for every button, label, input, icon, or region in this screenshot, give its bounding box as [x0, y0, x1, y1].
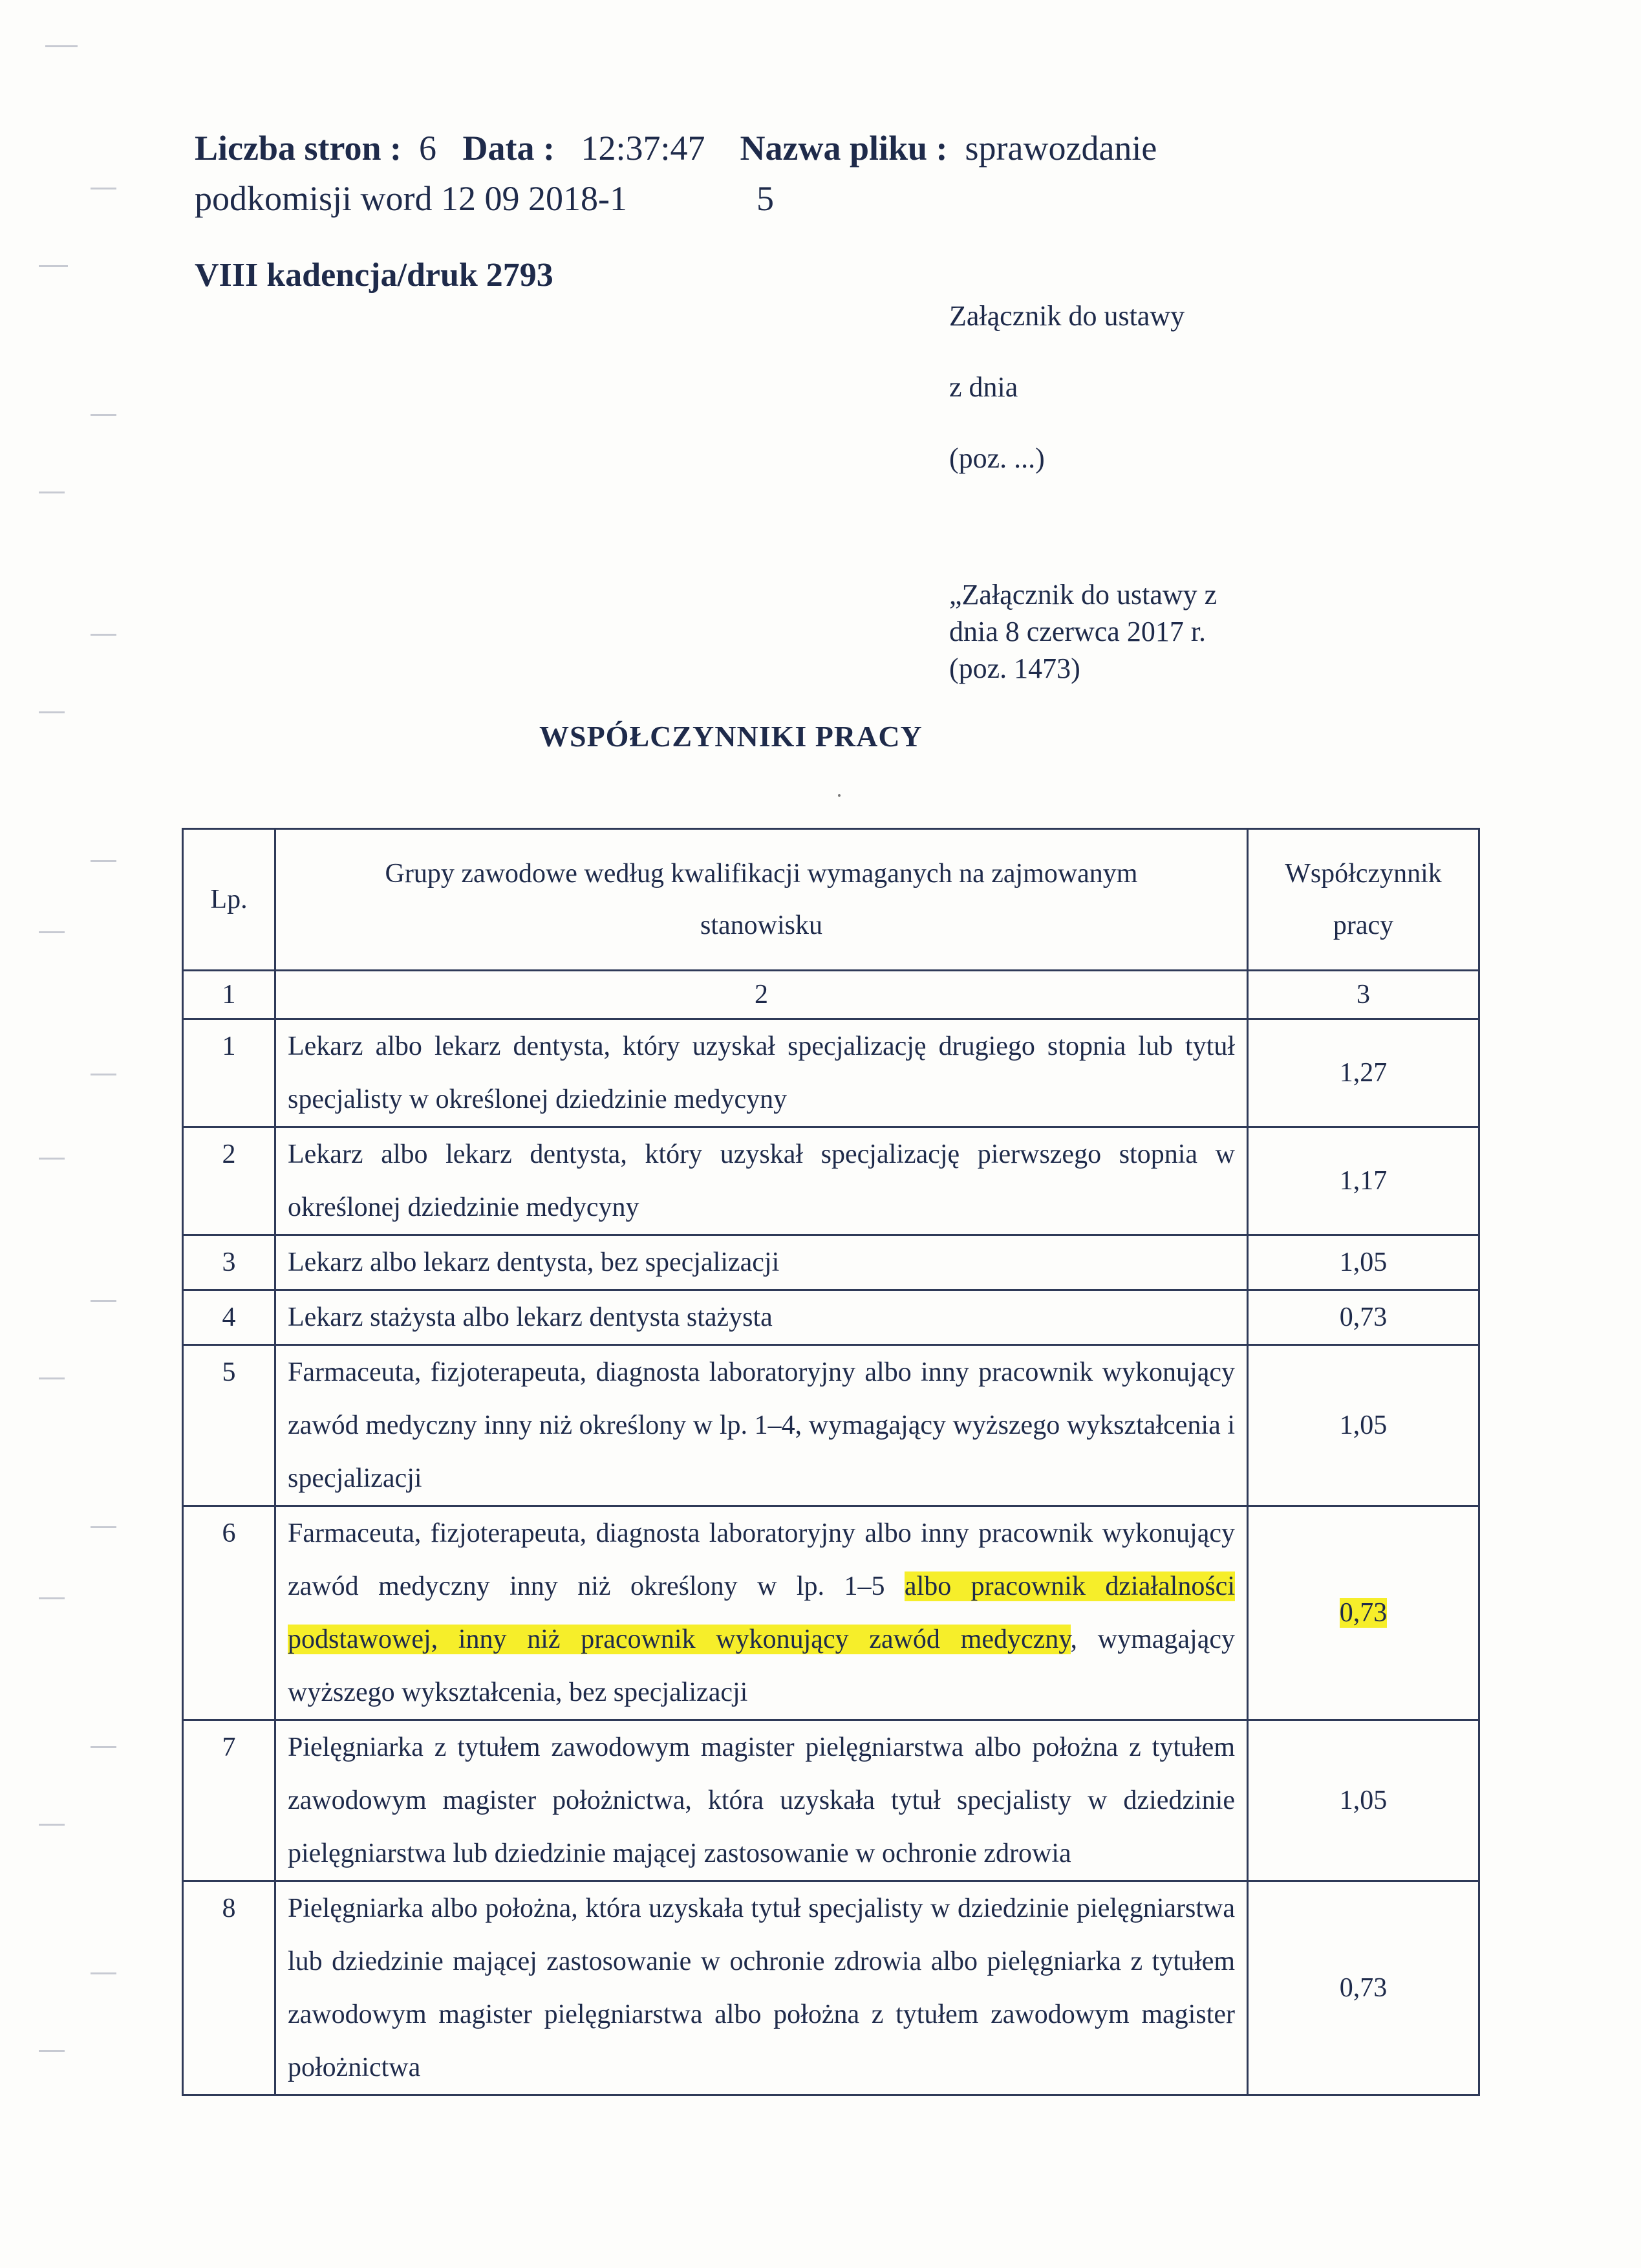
- scan-mark: [91, 860, 116, 862]
- row-group: Lekarz stażysta albo lekarz dentysta stażysta: [275, 1290, 1248, 1345]
- row-group: Lekarz albo lekarz dentysta, bez specjalizacji: [275, 1235, 1248, 1290]
- file-value-cont: podkomisji word 12 09 2018-1: [195, 179, 627, 218]
- file-value: sprawozdanie: [965, 129, 1157, 167]
- row-group: Pielęgniarka albo położna, która uzyskała tytuł specjalisty w dziedzinie pielęgniarstwa lub dziedzinie mającej zastosowanie w ochronie zdrowia albo pielęgniarka z tytułem zawodowym magister pielęgniarstwa albo położna z tytułem zawodowym magister położnictwa: [275, 1881, 1248, 2095]
- scan-mark: [39, 1597, 65, 1599]
- header-group-line-1: Grupy zawodowe według kwalifikacji wymaganych na zajmowanym: [385, 859, 1138, 889]
- row-group: Lekarz albo lekarz dentysta, który uzyskał specjalizację pierwszego stopnia w określonej dziedzinie medycyny: [275, 1127, 1248, 1235]
- column-number: 1: [183, 971, 275, 1019]
- scan-mark: [91, 1972, 116, 1974]
- header-coef-line-2: pracy: [1333, 911, 1394, 940]
- header-lp: Lp.: [183, 829, 275, 971]
- row-coefficient: 1,05: [1248, 1235, 1479, 1290]
- row-group: Lekarz albo lekarz dentysta, który uzyskał specjalizację drugiego stopnia lub tytuł specjalisty w określonej dziedzinie medycyny: [275, 1019, 1248, 1127]
- attachment-line-1: Załącznik do ustawy: [949, 300, 1185, 332]
- kadencja-print-number: VIII kadencja/druk 2793: [195, 257, 553, 294]
- header-line-1: [195, 127, 1157, 169]
- scan-mark: [39, 265, 68, 267]
- attachment-line-2: z dnia: [949, 371, 1018, 403]
- row-group: [275, 1506, 1248, 1720]
- column-number: 3: [1248, 971, 1479, 1019]
- header-coefficient: [1248, 829, 1479, 971]
- row-coefficient: 1,27: [1248, 1019, 1479, 1127]
- scan-mark: [91, 1300, 116, 1302]
- row-coefficient: 1,17: [1248, 1127, 1479, 1235]
- table-row: [183, 1345, 1479, 1506]
- table-row: [183, 1506, 1479, 1720]
- date-value: 12:37:47: [581, 129, 705, 167]
- row-group: Farmaceuta, fizjoterapeuta, diagnosta laboratoryjny albo inny pracownik wykonujący zawód medyczny inny niż określony w lp. 1–4, wymagający wyższego wykształcenia i specjalizacji: [275, 1345, 1248, 1506]
- table-row: [183, 1127, 1479, 1235]
- header-group-line-2: stanowisku: [700, 911, 822, 940]
- pages-value: 6: [419, 129, 436, 167]
- table-row: [183, 1720, 1479, 1881]
- row-group: Pielęgniarka z tytułem zawodowym magister pielęgniarstwa albo położna z tytułem zawodowym magister położnictwa, która uzyskała tytuł specjalisty w dziedzinie pielęgniarstwa lub dziedzinie mającej zastosowanie w ochronie zdrowia: [275, 1720, 1248, 1881]
- row-lp: 3: [183, 1235, 275, 1290]
- column-number: 2: [275, 971, 1248, 1019]
- scan-mark: [39, 1377, 65, 1379]
- table-header-row: [183, 829, 1479, 971]
- file-label: Nazwa pliku :: [740, 129, 948, 167]
- row-coefficient: [1248, 1506, 1479, 1720]
- row-coefficient: 1,05: [1248, 1345, 1479, 1506]
- row-group-text: , wymagający wyższego wykształcenia, bez specjalizacji: [288, 1625, 1235, 1707]
- highlighted-coefficient: 0,73: [1339, 1598, 1388, 1628]
- header-line-2: [195, 177, 774, 220]
- table-row: [183, 1881, 1479, 2095]
- row-lp: 6: [183, 1506, 275, 1720]
- scan-mark: [39, 711, 65, 713]
- file-value-suffix: 5: [756, 179, 774, 218]
- scan-mark: [45, 45, 78, 47]
- scan-mark: [91, 1526, 116, 1528]
- row-lp: 4: [183, 1290, 275, 1345]
- row-coefficient: 1,05: [1248, 1720, 1479, 1881]
- scan-mark: [91, 634, 116, 636]
- header-group: [275, 829, 1248, 971]
- row-lp: 8: [183, 1881, 275, 2095]
- quoted-attachment-line-2: dnia 8 czerwca 2017 r.: [949, 616, 1207, 647]
- row-lp: 1: [183, 1019, 275, 1127]
- scan-mark: [39, 1824, 65, 1826]
- scan-mark: [39, 1158, 65, 1160]
- scan-mark: [39, 931, 65, 933]
- table-row: [183, 1235, 1479, 1290]
- row-lp: 5: [183, 1345, 275, 1506]
- scan-dot: [838, 794, 841, 797]
- scan-mark: [91, 1074, 116, 1075]
- row-coefficient: 0,73: [1248, 1290, 1479, 1345]
- highlighted-amendment-text: albo pracownik działalności podstawowej, inny niż pracownik wykonujący zawód medyczny: [288, 1571, 1235, 1654]
- quoted-attachment-line-1: „Załącznik do ustawy z: [949, 579, 1217, 610]
- row-lp: 2: [183, 1127, 275, 1235]
- column-number-row: [183, 971, 1479, 1019]
- document-title: WSPÓŁCZYNNIKI PRACY: [539, 720, 923, 753]
- header-coef-line-1: Współczynnik: [1285, 859, 1442, 889]
- table-row: [183, 1290, 1479, 1345]
- pages-label: Liczba stron :: [195, 129, 402, 167]
- row-coefficient: 0,73: [1248, 1881, 1479, 2095]
- attachment-line-3: (poz. ...): [949, 442, 1045, 474]
- row-group-text: Farmaceuta, fizjoterapeuta, diagnosta laboratoryjny albo inny pracownik wykonujący zawód medyczny inny niż określony w lp. 1–5: [288, 1518, 1235, 1601]
- coefficients-table: [182, 828, 1480, 2096]
- scan-mark: [39, 2050, 65, 2052]
- scan-mark: [91, 414, 116, 416]
- scan-mark: [91, 188, 116, 189]
- date-label: Data :: [462, 129, 555, 167]
- quoted-attachment-line-3: (poz. 1473): [949, 653, 1080, 684]
- table-row: [183, 1019, 1479, 1127]
- row-lp: 7: [183, 1720, 275, 1881]
- scan-mark: [91, 1746, 116, 1748]
- scan-mark: [39, 491, 65, 493]
